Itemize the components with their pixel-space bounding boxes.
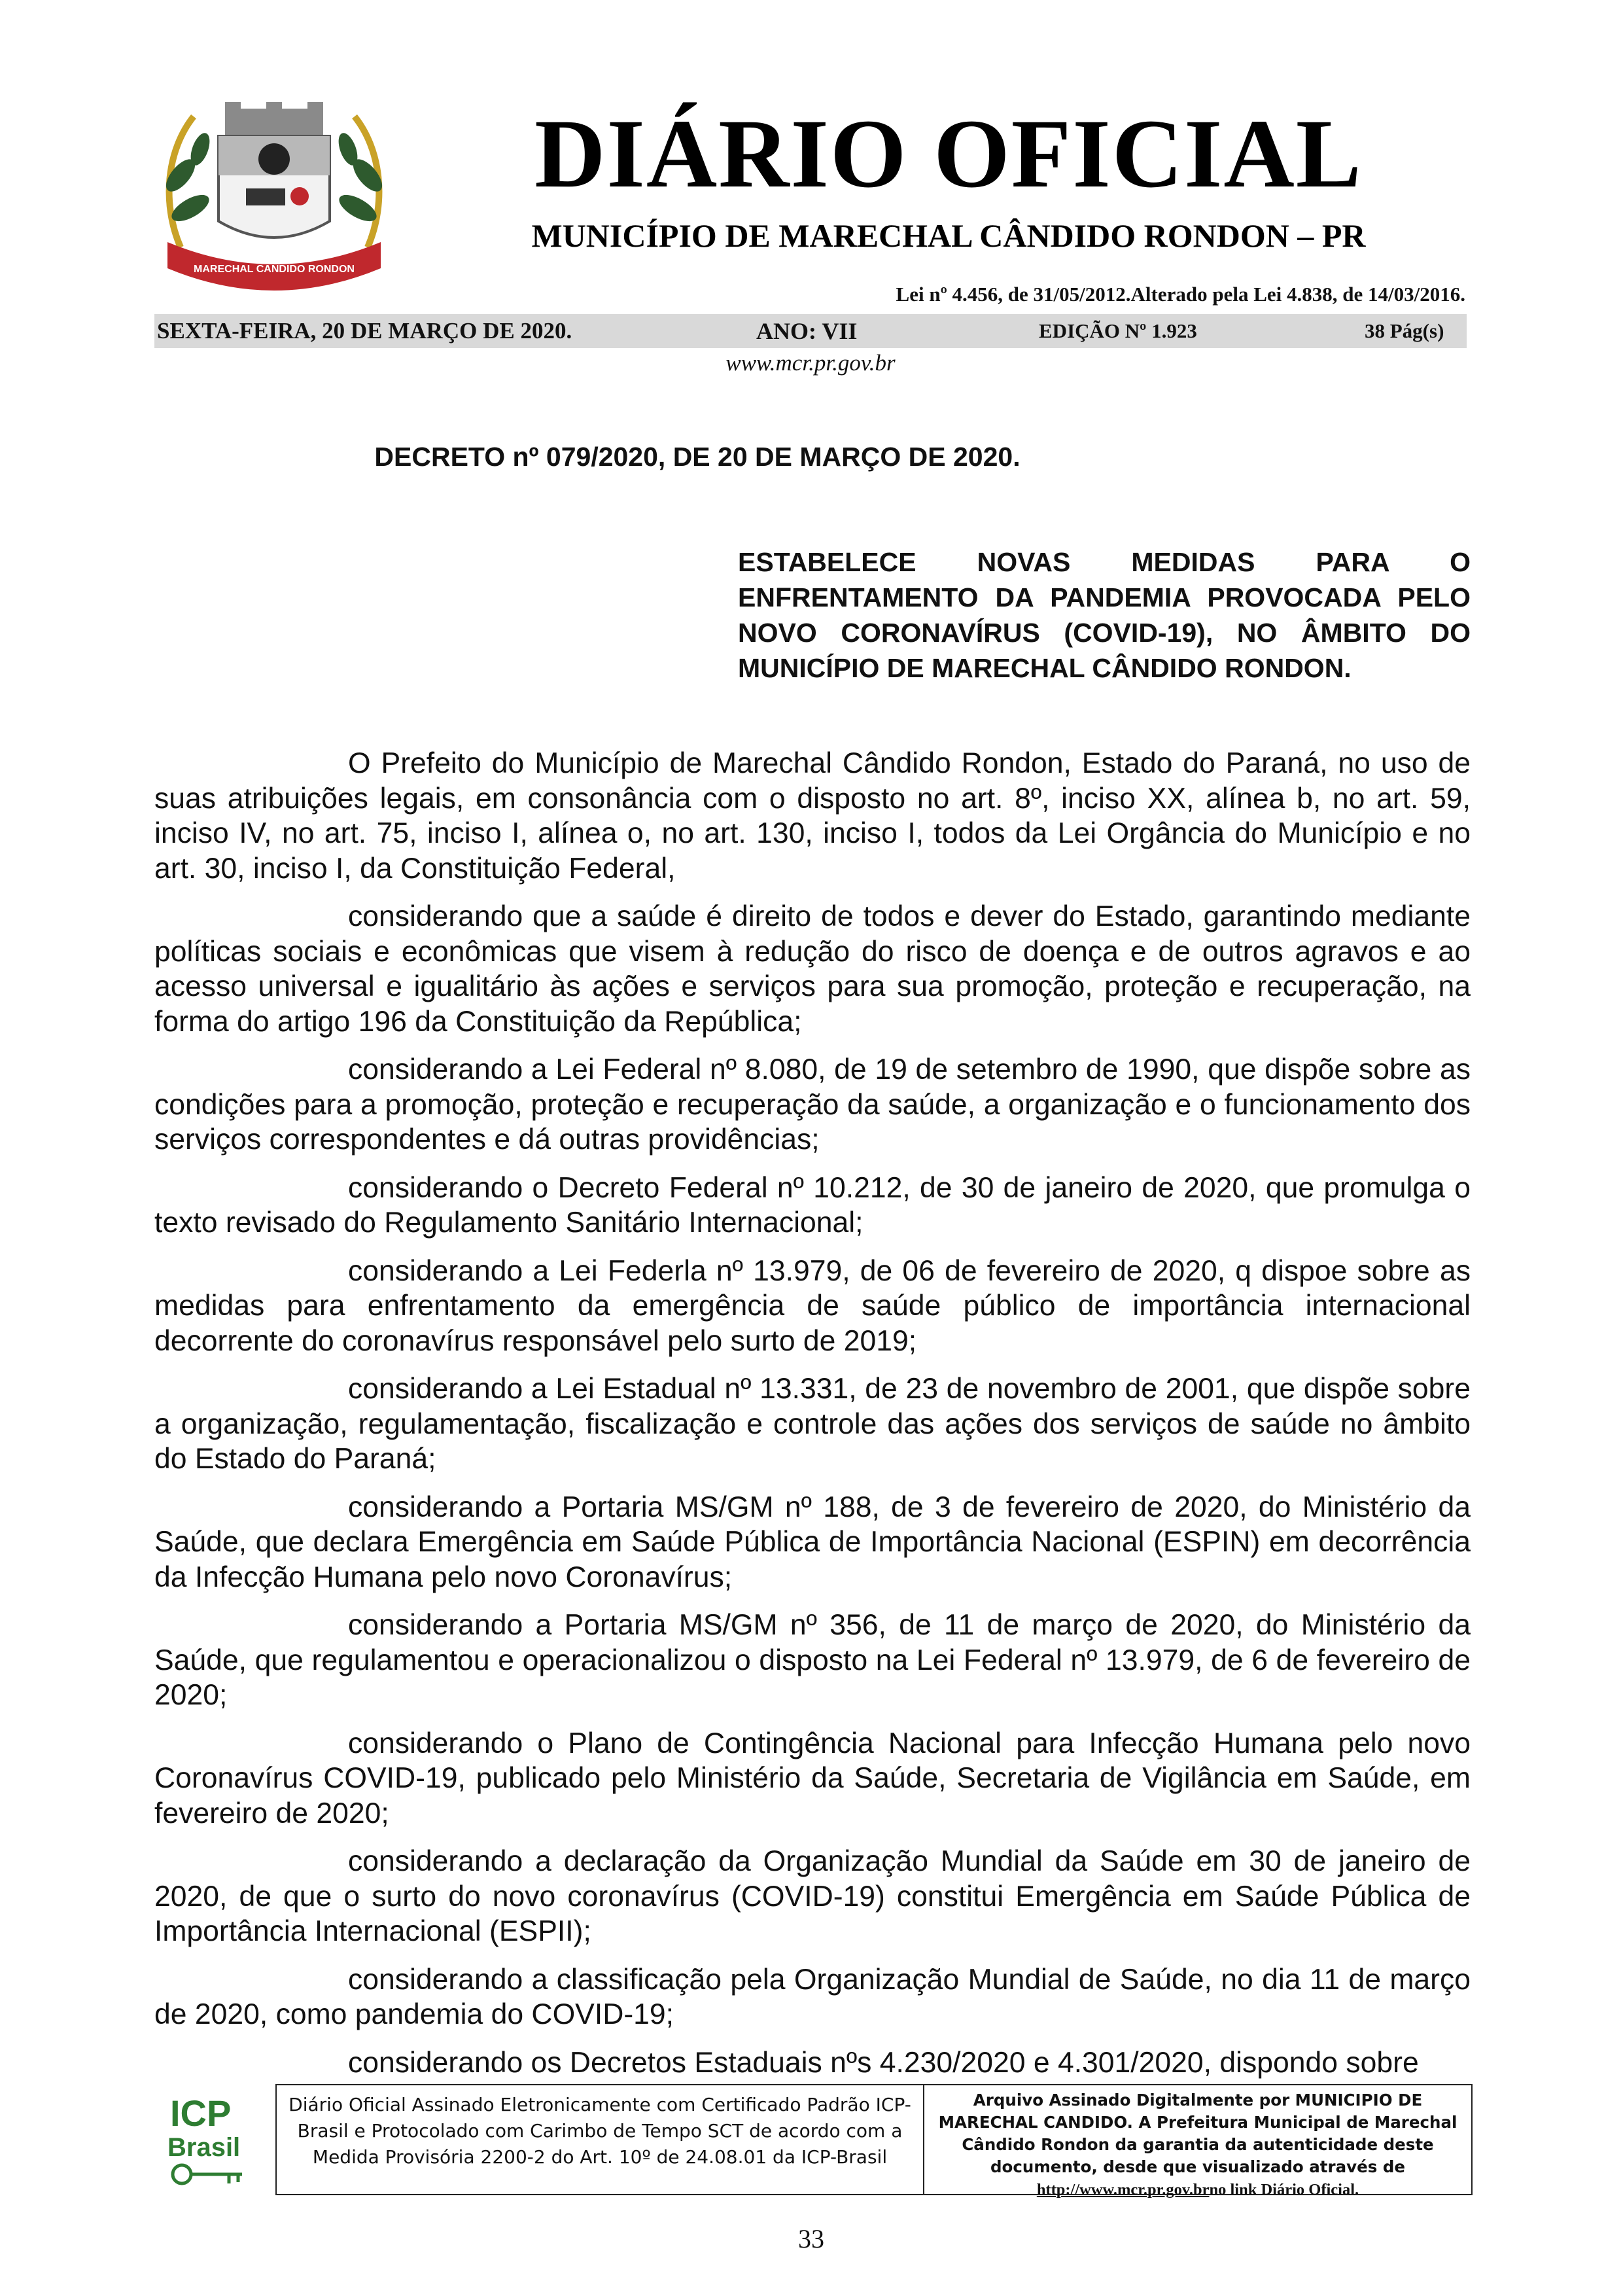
signature-footer-box bbox=[275, 2084, 1473, 2199]
certificate-notice: Diário Oficial Assinado Eletronicamente com Certificado Padrão ICP-Brasil e Protocolado com Carimbo de Tempo SCT de acordo com a Medida Provisória 2200-2 do Art. 10º de 24.08.01 da ICP-Brasil bbox=[277, 2085, 924, 2194]
icp-logo-line2: Brasil bbox=[167, 2133, 241, 2162]
body-paragraph: considerando a Lei Federla nº 13.979, de 06 de fevereiro de 2020, q dispoe sobre as medidas para enfrentamento da emergência de saúde público de importância internacional decorrente do coronavírus responsável pelo surto de 2019; bbox=[154, 1254, 1471, 1357]
page-count: 38 Pág(s) bbox=[1365, 319, 1444, 342]
crest-ribbon-text: MARECHAL CANDIDO RONDON bbox=[194, 264, 355, 275]
signature-text: Arquivo Assinado Digitalmente por MUNICIPIO DE MARECHAL CANDIDO. A Prefeitura Municipal de Marechal Cândido Rondon da garantia da autenticidade deste documento, desde que visualizado através de bbox=[938, 2091, 1457, 2176]
body-paragraph: considerando que a saúde é direito de todos e dever do Estado, garantindo mediante políticas sociais e econômicas que visem à redução do risco de doença e de outros agravos e ao acesso universal e igualitário às ações e serviços para sua promoção, proteção e recuperação, na forma do artigo 196 da Constituição da República; bbox=[154, 900, 1471, 1038]
decree-body bbox=[154, 746, 1471, 2093]
body-paragraph: O Prefeito do Município de Marechal Cândido Rondon, Estado do Paraná, no uso de suas atribuições legais, em consonância com o disposto no art. 8º, inciso XX, alínea b, no art. 59, inciso IV, no art. 75, inciso I, alínea o, no art. 130, inciso I, todos da Lei Orgância do Município e no art. 30, inciso I, da Constituição Federal, bbox=[154, 747, 1471, 885]
digital-signature-notice bbox=[924, 2085, 1471, 2198]
body-paragraph: considerando a Lei Federal nº 8.080, de 19 de setembro de 1990, que dispõe sobre as condições para a promoção, proteção e recuperação da saúde, a organização e o funcionamento dos serviços correspondentes e dá outras providências; bbox=[154, 1053, 1471, 1156]
body-paragraph: considerando os Decretos Estaduais nºs 4.230/2020 e 4.301/2020, dispondo sobre bbox=[348, 2046, 1419, 2079]
edition-info-bar bbox=[154, 314, 1467, 348]
body-paragraph: considerando a Portaria MS/GM nº 188, de 3 de fevereiro de 2020, do Ministério da Saúde, que declara Emergência em Saúde Pública de Importância Nacional (ESPIN) em decorrência da Infecção Humana pelo novo Coronavírus; bbox=[154, 1491, 1471, 1593]
body-paragraph: considerando a Lei Estadual nº 13.331, de 23 de novembro de 2001, que dispõe sobre a organização, regulamentação, fiscalização e controle das ações dos serviços de saúde no âmbito do Estado do Paraná; bbox=[154, 1373, 1471, 1475]
creation-law-note: Lei nº 4.456, de 31/05/2012.Alterado pela Lei 4.838, de 14/03/2016. bbox=[896, 283, 1465, 306]
newspaper-title: DIÁRIO OFICIAL bbox=[534, 99, 1363, 208]
body-paragraph: considerando o Decreto Federal nº 10.212, de 30 de janeiro de 2020, que promulga o texto revisado do Regulamento Sanitário Internacional; bbox=[154, 1171, 1471, 1239]
portal-link[interactable]: http://www.mcr.pr.gov.br bbox=[1036, 2181, 1210, 2199]
portal-link-suffix: no link Diário Oficial. bbox=[1209, 2181, 1359, 2199]
decree-summary: ESTABELECE NOVAS MEDIDAS PARA O ENFRENTAMENTO DA PANDEMIA PROVOCADA PELO NOVO CORONAVÍRUS (COVID-19), NO ÂMBITO DO MUNICÍPIO DE MARECHAL CÂNDIDO RONDON. bbox=[738, 547, 1471, 683]
icp-logo-line1: ICP bbox=[170, 2093, 232, 2134]
municipal-crest-logo bbox=[154, 97, 394, 293]
decree-title: DECRETO nº 079/2020, DE 20 DE MARÇO DE 2020. bbox=[374, 442, 1021, 472]
publication-year: ANO: VII bbox=[756, 318, 858, 344]
body-paragraph: considerando a declaração da Organização Mundial da Saúde em 30 de janeiro de 2020, de que o surto do novo coronavírus (COVID-19) constitui Emergência em Saúde Pública de Importância Internacional (ESPII); bbox=[154, 1845, 1471, 1947]
body-paragraph: considerando a classificação pela Organização Mundial de Saúde, no dia 11 de março de 2020, como pandemia do COVID-19; bbox=[154, 1963, 1471, 2030]
page-number: 33 bbox=[798, 2224, 824, 2253]
body-paragraph: considerando o Plano de Contingência Nacional para Infecção Humana pelo novo Coronavírus COVID-19, publicado pelo Ministério da Saúde, Secretaria de Vigilância em Saúde, em fevereiro de 2020; bbox=[154, 1727, 1471, 1829]
edition-number: EDIÇÃO Nº 1.923 bbox=[1039, 319, 1197, 342]
body-paragraph: considerando a Portaria MS/GM nº 356, de 11 de março de 2020, do Ministério da Saúde, que regulamentou e operacionalizou o disposto na Lei Federal nº 13.979, de 6 de fevereiro de 2020; bbox=[154, 1609, 1471, 1711]
website-link[interactable]: www.mcr.pr.gov.br bbox=[725, 350, 896, 376]
publication-date: SEXTA-FEIRA, 20 DE MARÇO DE 2020. bbox=[157, 318, 572, 344]
icp-brasil-logo bbox=[164, 2092, 268, 2190]
municipality-subtitle: MUNICÍPIO DE MARECHAL CÂNDIDO RONDON – PR bbox=[531, 217, 1366, 254]
